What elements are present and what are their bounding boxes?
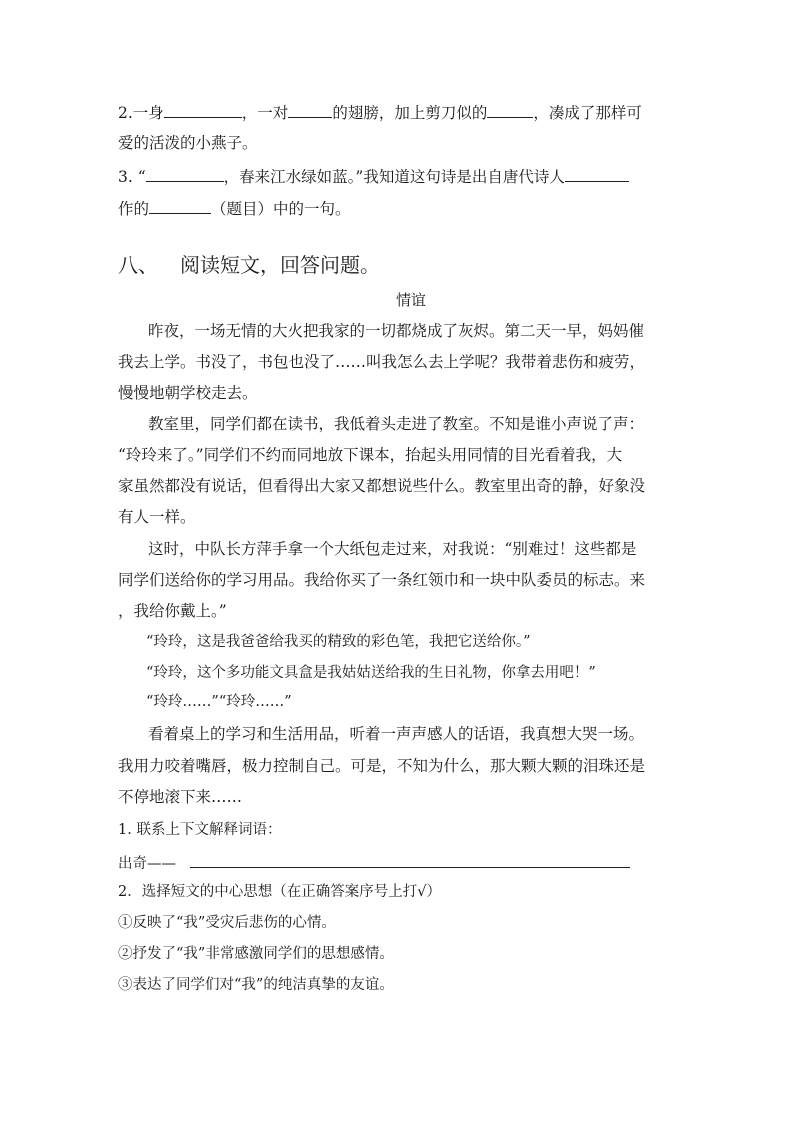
passage-title: 情谊 (396, 291, 427, 309)
passage-line: “玲玲，这个多功能文具盒是我姑姑送给我的生日礼物，你拿去用吧！” (146, 665, 596, 681)
passage-line: “玲玲来了。”同学们不约而同地放下课本，抬起头用同情的目光看着我，大 (118, 446, 623, 464)
passage-line: “玲玲……”“玲玲……” (146, 694, 292, 710)
passage-line: “玲玲，这是我爸爸给我买的精致的彩色笔，我把它送给你。” (146, 634, 531, 650)
question-1-term: 出奇—— (118, 851, 630, 874)
blank-3[interactable] (487, 101, 533, 118)
blank-poem[interactable] (146, 165, 224, 182)
answer-line[interactable] (190, 851, 630, 868)
passage-line: 家虽然都没有说话，但看得出大家又都想说些什么。教室里出奇的静，好象没 (118, 477, 646, 495)
option-3[interactable]: ③表达了同学们对“我”的纯洁真挚的友谊。 (118, 977, 394, 993)
question-3-line-1: 3. “ ，春来江水绿如蓝。”我知道这句诗是出自唐代诗人 (118, 165, 629, 187)
question-2-line-1: 2.一身 ，一对 的翅膀，加上剪刀似的 ，凑成了那样可 (118, 101, 642, 123)
passage-line: 有人一样。 (118, 508, 196, 526)
option-1[interactable]: ①反映了“我”受灾后悲伤的心情。 (118, 915, 336, 931)
passage-line: 不停地滚下来…… (118, 788, 243, 806)
passage-line: 同学们送给你的学习用品。我给你买了一条红领巾和一块中队委员的标志。来 (118, 571, 646, 589)
blank-title[interactable] (149, 197, 211, 214)
question-2-line-2: 爱的活泼的小燕子。 (118, 134, 258, 152)
passage-line: 这时，中队长方萍手拿一个大纸包走过来，对我说：“别难过！这些都是 (148, 540, 637, 558)
passage-line: 慢慢地朝学校走去。 (118, 384, 258, 402)
passage-line: 昨夜，一场无情的大火把我家的一切都烧成了灰烬。第二天一早，妈妈催 (148, 322, 645, 340)
section-heading: 八、 阅读短文，回答问题。 (118, 253, 380, 277)
passage-line: 看着桌上的学习和生活用品，听着一声声感人的话语，我真想大哭一场。 (148, 725, 645, 743)
passage-line: 我去上学。书没了，书包也没了……叫我怎么去上学呢？我带着悲伤和疲劳， (118, 353, 646, 371)
blank-2[interactable] (288, 101, 332, 118)
question-2: 2．选择短文的中心思想（在正确答案序号上打√） (118, 884, 441, 900)
passage-line: ，我给你戴上。” (118, 602, 227, 620)
question-3-line-2: 作的 （题目）中的一句。 (118, 197, 351, 219)
option-2[interactable]: ②抒发了“我”非常感激同学们的思想感情。 (118, 946, 394, 962)
question-1: 1. 联系上下文解释词语： (118, 822, 282, 838)
passage-line: 教室里，同学们都在读书，我低着头走进了教室。不知是谁小声说了声： (148, 415, 645, 433)
passage-line: 我用力咬着嘴唇，极力控制自己。可是，不知为什么，那大颗大颗的泪珠还是 (118, 757, 646, 775)
blank-1[interactable] (164, 101, 242, 118)
blank-poet[interactable] (565, 165, 629, 182)
